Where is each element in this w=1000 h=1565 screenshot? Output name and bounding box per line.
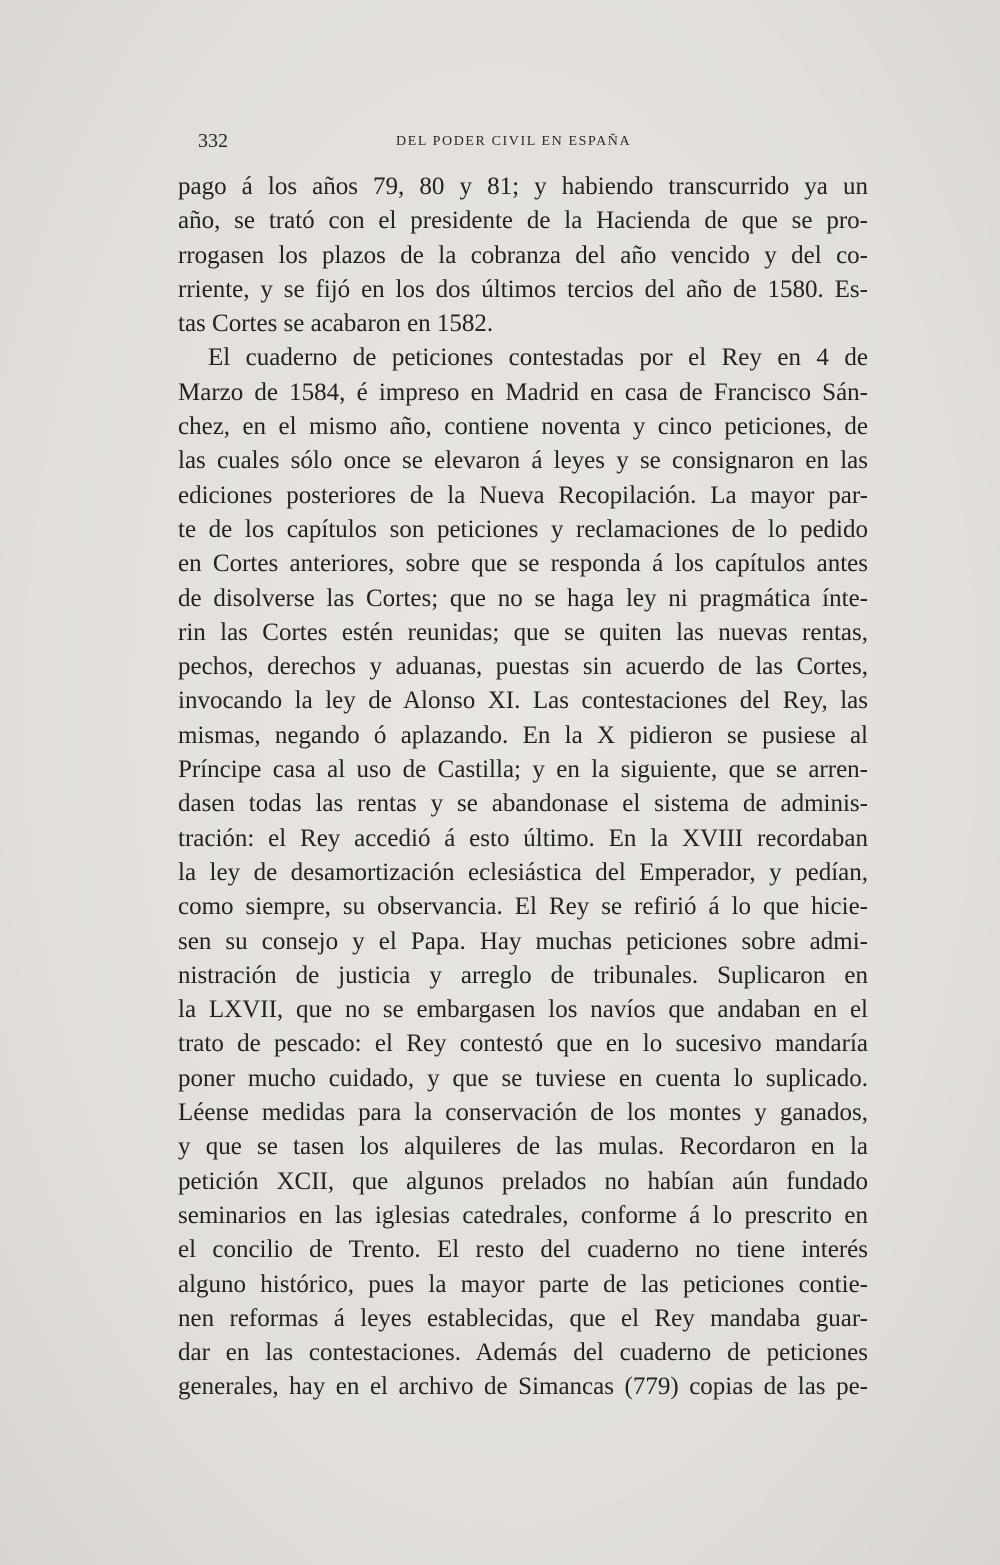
text-line: las cuales sólo once se elevaron á leyes y se consignaron en las	[178, 447, 868, 475]
text-line: invocando la ley de Alonso XI. Las contestaciones del Rey, las	[178, 687, 868, 715]
text-line: la LXVII, que no se embargasen los navíos que andaban en el	[178, 996, 868, 1024]
text-line: poner mucho cuidado, y que se tuviese en cuenta lo suplicado.	[178, 1064, 868, 1092]
page-number: 332	[198, 130, 228, 152]
text-line: alguno histórico, pues la mayor parte de las peticiones contie-	[178, 1270, 868, 1298]
text-line: en Cortes anteriores, sobre que se responda á los capítulos antes	[178, 550, 868, 578]
text-line: dasen todas las rentas y se abandonase el sistema de adminis-	[178, 790, 868, 818]
text-line: rriente, y se fijó en los dos últimos tercios del año de 1580. Es-	[178, 275, 868, 303]
running-head: DEL PODER CIVIL EN ESPAÑA	[396, 134, 632, 149]
page-header	[198, 130, 878, 160]
text-line: dar en las contestaciones. Además del cuaderno de peticiones	[178, 1339, 868, 1367]
text-line: sen su consejo y el Papa. Hay muchas peticiones sobre admi-	[178, 927, 868, 955]
text-line: petición XCII, que algunos prelados no habían aún fundado	[178, 1167, 868, 1195]
text-line: generales, hay en el archivo de Simancas (779) copias de las pe-	[178, 1373, 868, 1401]
text-line: te de los capítulos son peticiones y reclamaciones de lo pedido	[178, 515, 868, 543]
paragraph-end-line: tas Cortes se acabaron en 1582.	[178, 310, 494, 338]
text-line: nen reformas á leyes establecidas, que el Rey mandaba guar-	[178, 1304, 868, 1332]
text-line: Príncipe casa al uso de Castilla; y en la siguiente, que se arren-	[178, 756, 868, 784]
text-line: Léense medidas para la conservación de los montes y ganados,	[178, 1099, 868, 1127]
text-line: la ley de desamortización eclesiástica del Emperador, y pedían,	[178, 858, 868, 886]
text-line: el concilio de Trento. El resto del cuaderno no tiene interés	[178, 1236, 868, 1264]
text-line: pechos, derechos y aduanas, puestas sin acuerdo de las Cortes,	[178, 653, 868, 681]
text-line: ediciones posteriores de la Nueva Recopilación. La mayor par-	[178, 481, 868, 509]
text-line: seminarios en las iglesias catedrales, conforme á lo prescrito en	[178, 1201, 868, 1229]
text-line: rin las Cortes estén reunidas; que se quiten las nuevas rentas,	[178, 618, 868, 646]
text-line: mismas, negando ó aplazando. En la X pidieron se pusiese al	[178, 721, 868, 749]
text-line: trato de pescado: el Rey contestó que en lo sucesivo mandaría	[178, 1030, 868, 1058]
text-line: Marzo de 1584, é impreso en Madrid en casa de Francisco Sán-	[178, 378, 868, 406]
text-line: año, se trató con el presidente de la Hacienda de que se pro-	[178, 207, 868, 235]
text-line: y que se tasen los alquileres de las mulas. Recordaron en la	[178, 1133, 868, 1161]
text-line: rrogasen los plazos de la cobranza del año vencido y del co-	[178, 241, 868, 269]
text-line: de disolverse las Cortes; que no se haga ley ni pragmática ínte-	[178, 584, 868, 612]
paragraph-start-line: El cuaderno de peticiones contestadas por el Rey en 4 de	[208, 344, 868, 372]
body-text	[178, 170, 868, 1405]
text-line: pago á los años 79, 80 y 81; y habiendo transcurrido ya un	[178, 173, 868, 200]
text-line: tración: el Rey accedió á esto último. En la XVIII recordaban	[178, 824, 868, 852]
text-line: chez, en el mismo año, contiene noventa y cinco peticiones, de	[178, 413, 868, 441]
text-line: como siempre, su observancia. El Rey se refirió á lo que hicie-	[178, 893, 868, 921]
text-line: nistración de justicia y arreglo de tribunales. Suplicaron en	[178, 961, 868, 989]
